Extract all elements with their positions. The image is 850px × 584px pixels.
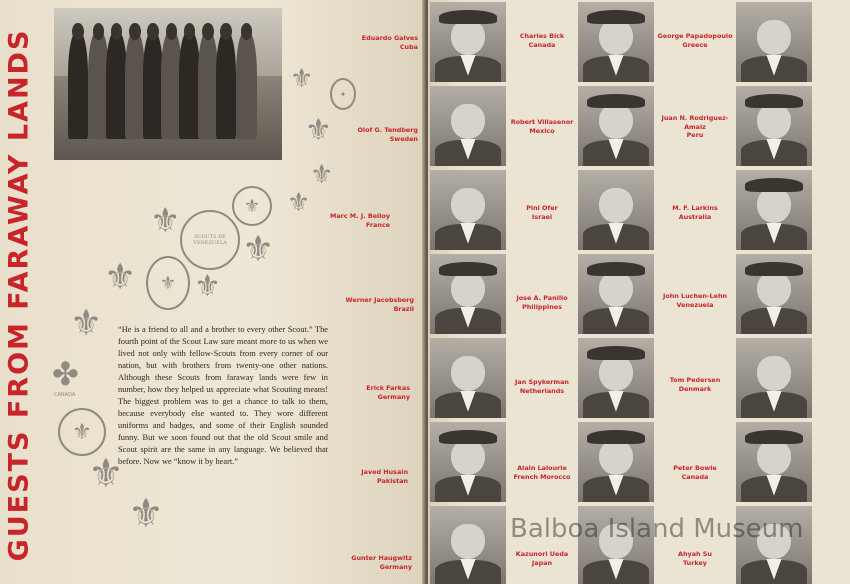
portrait xyxy=(736,170,812,250)
portrait xyxy=(430,170,506,250)
fleur-de-lis-icon: ⚜ xyxy=(150,201,181,241)
credit: Gunter Haugwitz Germany xyxy=(351,554,412,571)
credit: Pini Ofer Israel xyxy=(526,204,558,221)
scout-badge-icon: ⚜ xyxy=(232,186,272,226)
credit: Marc M. J. Belloy France xyxy=(329,212,390,229)
badge-canada-text: CANADA xyxy=(54,392,76,398)
page-title xyxy=(4,30,34,560)
portrait xyxy=(736,86,812,166)
portrait xyxy=(430,338,506,418)
scout-badge-icon xyxy=(180,210,240,270)
credit: Tom Pedersen Denmark xyxy=(669,376,721,393)
portrait xyxy=(430,2,506,82)
fleur-de-lis-icon: ⚜ xyxy=(287,188,311,218)
portrait xyxy=(578,86,654,166)
page-title-text: GUESTS FROM FARAWAY LANDS xyxy=(3,28,35,562)
scout-badge-icon: ⚜ xyxy=(146,256,190,310)
credit: Peter Bowie Canada xyxy=(673,464,717,481)
scout-badge-icon: ✦ xyxy=(330,78,356,110)
credit: Eduardo Galves Cuba xyxy=(361,34,418,51)
credit: Alain Lalourie French Morocco xyxy=(513,464,571,481)
fleur-de-lis-icon: ⚜ xyxy=(194,269,221,304)
credit: Jose A. Panilio Philippines xyxy=(516,294,568,311)
right-page xyxy=(428,0,850,584)
badge-venezuela-text: SCOUTS DE VENEZUELA xyxy=(193,234,227,246)
scout-badge-icon: ⚜ xyxy=(58,408,106,456)
portrait xyxy=(430,254,506,334)
portrait xyxy=(736,2,812,82)
fleur-de-lis-icon: ⚜ xyxy=(70,303,103,344)
fleur-de-lis-icon: ⚜ xyxy=(104,257,137,298)
credit: Robert Villasenor Mexico xyxy=(510,118,574,135)
portrait xyxy=(578,2,654,82)
credit: Juan N. Rodriguez-Amaiz Peru xyxy=(661,114,729,139)
credit: Ahyah Su Turkey xyxy=(678,550,712,567)
credit: Olof G. Tendberg Sweden xyxy=(357,126,418,143)
portrait xyxy=(736,422,812,502)
fleur-de-lis-icon: ⚜ xyxy=(290,64,314,94)
credit: John Luchen-Lehn Venezuela xyxy=(662,292,728,309)
credit: Werner Jacobsberg Brazil xyxy=(345,296,414,313)
portrait xyxy=(736,254,812,334)
credit: George Papadopoulo Greece xyxy=(657,32,733,49)
credit: Erick Farkas Germany xyxy=(366,384,410,401)
portrait xyxy=(578,170,654,250)
fleur-de-lis-icon: ⚜ xyxy=(305,113,332,148)
portrait xyxy=(430,506,506,584)
portrait xyxy=(430,422,506,502)
fleur-de-lis-icon: ⚜ xyxy=(128,491,164,537)
fleur-de-lis-icon: ⚜ xyxy=(88,451,124,497)
watermark: Balboa Island Museum xyxy=(510,514,804,544)
maple-leaf-icon: ✤ xyxy=(52,355,79,393)
credit: Javed Husain Pakistan xyxy=(361,468,408,485)
portrait xyxy=(736,338,812,418)
credit: Charles Bick Canada xyxy=(519,32,565,49)
portrait xyxy=(578,338,654,418)
fleur-de-lis-icon: ⚜ xyxy=(242,229,275,270)
portrait xyxy=(430,86,506,166)
fleur-de-lis-icon: ⚜ xyxy=(310,160,334,190)
portrait xyxy=(578,254,654,334)
credit: M. F. Larkins Australia xyxy=(672,204,718,221)
credit: Jan Spykerman Netherlands xyxy=(515,378,569,395)
portrait xyxy=(578,422,654,502)
group-photo xyxy=(54,8,282,160)
quote-paragraph: “He is a friend to all and a brother to every other Scout.” The fourth point of the Scout Law sure meant more to us when we lived not only with fellow-Scouts from every corner of our nation, but with brothers from twenty-one other nations. Although these Scouts from faraway lands were few in number, how they helped us appreciate what Scouting means! The biggest problem was to get a chance to talk to them, because everybody else wanted to. They wore different uniforms and badges, and some of their English sounded funny. But we soon found out that the old Scout smile and Scout spirit are the same in any language. We believed that before. Now we “know it by heart.” xyxy=(118,325,328,466)
credit: Kazunori Ueda Japan xyxy=(515,550,569,567)
